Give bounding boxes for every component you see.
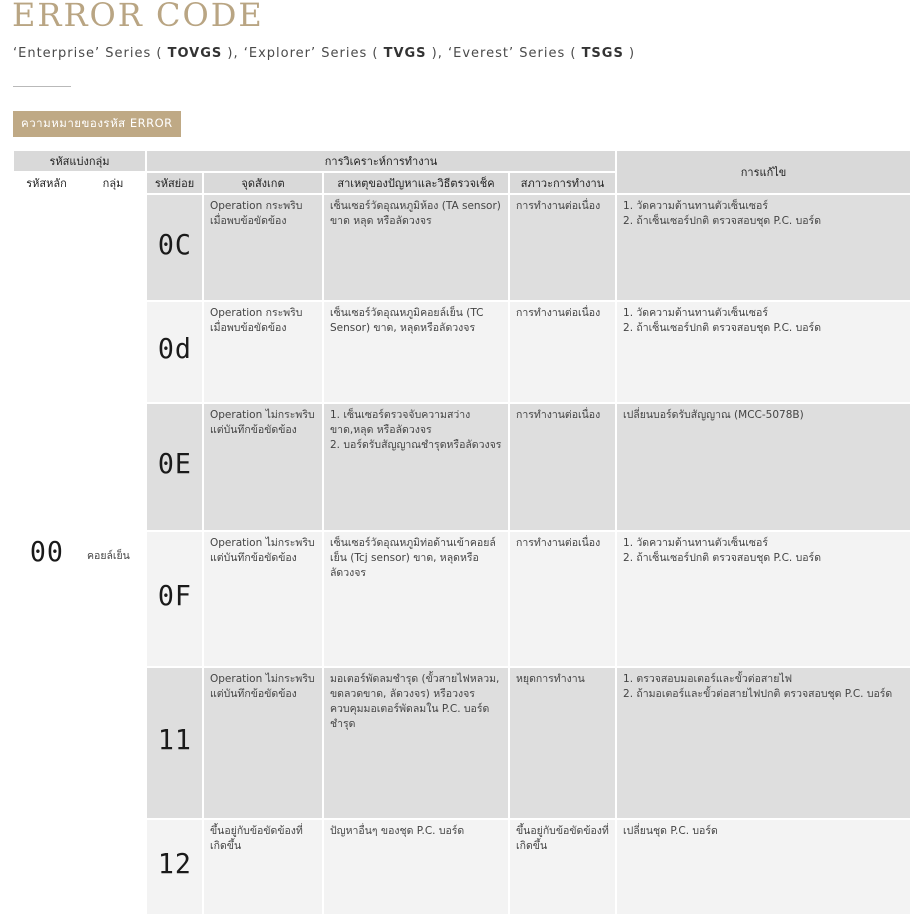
sub-code-cell (147, 195, 204, 302)
col-main-code: รหัสหลัก (14, 173, 81, 195)
fix-cell: เปลี่ยนชุด P.C. บอร์ด (617, 820, 912, 916)
group-cell: คอยล์เย็น (81, 195, 147, 916)
cause-cell: มอเตอร์พัดลมชำรุด (ขั้วสายไฟหลวม, ขดลวดขาด, ลัดวงจร) หรือวงจรควบคุมมอเตอร์พัดลมใน P.C. บอร์ดชำรุด (324, 668, 510, 820)
table-row (14, 195, 912, 302)
table-row (14, 532, 912, 668)
table-row (14, 820, 912, 916)
model-tvgs: TVGS (383, 46, 427, 61)
divider (13, 86, 71, 87)
status-cell: การทำงานต่อเนื่อง (510, 302, 617, 404)
status-cell: การทำงานต่อเนื่อง (510, 404, 617, 532)
col-sub-code: รหัสย่อย (147, 173, 204, 195)
cause-cell: ปัญหาอื่นๆ ของชุด P.C. บอร์ด (324, 820, 510, 916)
fix-cell: 1. ตรวจสอบมอเตอร์และขั้วต่อสายไฟ 2. ถ้ามอเตอร์และขั้วต่อสายไฟปกติ ตรวจสอบชุด P.C. บอร์ด (617, 668, 912, 820)
status-cell: หยุดการทำงาน (510, 668, 617, 820)
sub-code: 0F (157, 579, 192, 612)
error-code-table (14, 151, 912, 916)
col-cause: สาเหตุของปัญหาและวิธีตรวจเช็ค (324, 173, 510, 195)
observe-cell: ขึ้นอยู่กับข้อขัดข้องที่เกิดขึ้น (204, 820, 324, 916)
model-tovgs: TOVGS (167, 46, 223, 61)
sub-code: 0E (157, 447, 192, 480)
status-cell: การทำงานต่อเนื่อง (510, 532, 617, 668)
observe-cell: Operation ไม่กระพริบแต่บันทึกข้อขัดข้อง (204, 668, 324, 820)
main-code: 00 (29, 534, 64, 568)
sub-code: 11 (157, 723, 192, 756)
table-row (14, 302, 912, 404)
header-analysis: การวิเคราะห์การทำงาน (147, 151, 617, 173)
col-group: กลุ่ม (81, 173, 147, 195)
status-cell: ขึ้นอยู่กับข้อขัดข้องที่เกิดขึ้น (510, 820, 617, 916)
subtitle-text: ‘Enterprise’ Series ( (13, 46, 168, 61)
sub-code-cell (147, 820, 204, 916)
sub-code-cell (147, 668, 204, 820)
subtitle-text: ), ‘Explorer’ Series ( (222, 46, 384, 61)
fix-cell: 1. วัดความต้านทานตัวเซ็นเซอร์ 2. ถ้าเซ็นเซอร์ปกติ ตรวจสอบชุด P.C. บอร์ด (617, 302, 912, 404)
header-group: รหัสแบ่งกลุ่ม (14, 151, 147, 173)
cause-cell: เซ็นเซอร์วัดอุณหภูมิคอยล์เย็น (TC Sensor) ขาด, หลุดหรือลัดวงจร (324, 302, 510, 404)
fix-cell: เปลี่ยนบอร์ดรับสัญญาณ (MCC-5078B) (617, 404, 912, 532)
sub-code-cell (147, 404, 204, 532)
table-row (14, 668, 912, 820)
page-title: ERROR CODE (12, 0, 264, 34)
observe-cell: Operation กระพริบเมื่อพบข้อขัดข้อง (204, 195, 324, 302)
col-observe: จุดสังเกต (204, 173, 324, 195)
model-tsgs: TSGS (581, 46, 624, 61)
fix-cell: 1. วัดความต้านทานตัวเซ็นเซอร์ 2. ถ้าเซ็นเซอร์ปกติ ตรวจสอบชุด P.C. บอร์ด (617, 532, 912, 668)
observe-cell: Operation ไม่กระพริบแต่บันทึกข้อขัดข้อง (204, 404, 324, 532)
fix-cell: 1. วัดความต้านทานตัวเซ็นเซอร์ 2. ถ้าเซ็นเซอร์ปกติ ตรวจสอบชุด P.C. บอร์ด (617, 195, 912, 302)
status-cell: การทำงานต่อเนื่อง (510, 195, 617, 302)
cause-cell: 1. เซ็นเซอร์ตรวจจับความสว่างขาด,หลุด หรือลัดวงจร 2. บอร์ดรับสัญญาณชำรุดหรือลัดวงจร (324, 404, 510, 532)
sub-code-cell (147, 532, 204, 668)
main-code-cell (14, 195, 81, 916)
col-status: สภาวะการทำงาน (510, 173, 617, 195)
table-row (14, 404, 912, 532)
series-subtitle (13, 46, 635, 61)
observe-cell: Operation กระพริบเมื่อพบข้อขัดข้อง (204, 302, 324, 404)
header-fix: การแก้ไข (617, 151, 912, 195)
cause-cell: เซ็นเซอร์วัดอุณหภูมิท่อด้านเข้าคอยล์เย็น (Tcj sensor) ขาด, หลุดหรือลัดวงจร (324, 532, 510, 668)
subtitle-text: ), ‘Everest’ Series ( (426, 46, 582, 61)
sub-code: 0C (157, 227, 192, 261)
section-badge: ความหมายของรหัส ERROR (13, 111, 181, 137)
sub-code: 0d (157, 332, 192, 365)
subtitle-text: ) (623, 46, 636, 61)
sub-code: 12 (157, 847, 192, 880)
cause-cell: เซ็นเซอร์วัดอุณหภูมิห้อง (TA sensor) ขาด หลุด หรือลัดวงจร (324, 195, 510, 302)
sub-code-cell (147, 302, 204, 404)
observe-cell: Operation ไม่กระพริบแต่บันทึกข้อขัดข้อง (204, 532, 324, 668)
